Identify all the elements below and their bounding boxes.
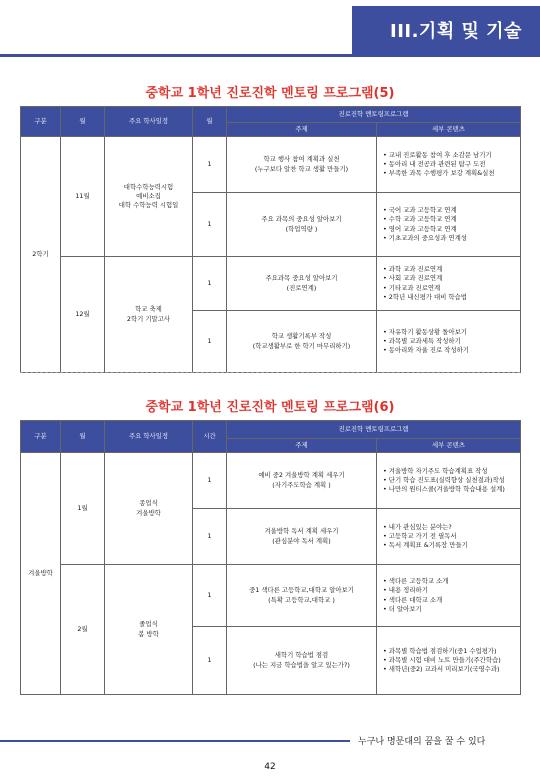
header-topic: 주제 xyxy=(227,123,377,137)
section-divider xyxy=(20,372,520,373)
topic-cell xyxy=(227,257,377,311)
topic-line: (학업역량 ) xyxy=(285,224,318,233)
topic-line: (자기주도학습 계획 ) xyxy=(272,480,331,489)
footer-rule xyxy=(0,740,350,742)
content-line: • 내가 관심있는 분야는? xyxy=(383,522,452,531)
week-cell: 1 xyxy=(193,137,227,193)
content-line: • 부족한 과목 수행평가 보강 계획&실천 xyxy=(383,169,495,178)
content-cell xyxy=(377,453,521,509)
content-line: • 동아리와 자율 진로 작성하기 xyxy=(383,346,469,355)
header-month: 월 xyxy=(61,107,105,137)
month-cell: 11월 xyxy=(61,137,105,257)
header-rule xyxy=(0,54,540,57)
week-cell: 1 xyxy=(193,257,227,311)
content-line: • 수학 교과 고등학교 연계 xyxy=(383,215,457,224)
content-line: • 영어 교과 고등학교 연계 xyxy=(383,224,457,233)
schedule-cell xyxy=(105,453,193,565)
schedule-line: 대학수학능력시험 xyxy=(123,182,174,191)
term-cell: 겨울방학 xyxy=(21,453,61,695)
schedule-cell xyxy=(105,137,193,257)
content-line: • 교내 진로활동 참여 후 소감문 남기기 xyxy=(383,150,492,159)
schedule-line: 봄 방학 xyxy=(138,629,159,638)
header-schedule: 주요 학사일정 xyxy=(105,421,193,453)
page-header xyxy=(0,0,540,62)
topic-line: 학교 생활기록부 작성 xyxy=(271,332,332,341)
week-cell: 1 xyxy=(193,311,227,373)
header-program: 진로진학 멘토링프로그램 xyxy=(227,421,521,439)
content-line: • 새학년(중2) 교과서 미리보기(국영수과) xyxy=(383,665,500,674)
header-week: 월 xyxy=(193,107,227,137)
topic-line: 새학기 학습법 점검 xyxy=(274,651,329,660)
topic-line: (진로연계) xyxy=(286,283,317,292)
topic-line: (관심분야 독서 계획) xyxy=(272,536,331,545)
header-topic: 주제 xyxy=(227,439,377,453)
week-cell: 1 xyxy=(193,627,227,695)
topic-line: 주요과목 중요성 알아보기 xyxy=(265,274,338,283)
content-line: • 과학 교과 진로연계 xyxy=(383,264,443,273)
schedule-cell xyxy=(105,257,193,373)
content-line: • 동아리 내 전공과 관련된 탐구 도전 xyxy=(383,159,486,168)
header-schedule: 주요 학사일정 xyxy=(105,107,193,137)
content-cell xyxy=(377,311,521,373)
content-line: • 독서 계획표 &기록장 만들기 xyxy=(383,541,468,550)
content-line: • 더 알아보기 xyxy=(383,604,422,613)
content-line: • 자유학기 활동상황 돌아보기 xyxy=(383,327,467,336)
schedule-cell xyxy=(105,565,193,695)
program5-title: 중학교 1학년 진로진학 멘토링 프로그램(5) xyxy=(145,86,395,101)
schedule-line: 2학기 기말고사 xyxy=(126,314,171,323)
content-line: • 기타교과 진로연계 xyxy=(383,283,441,292)
program6-table xyxy=(20,420,521,695)
topic-line: (누구보다 알찬 학교 생활 만들기) xyxy=(254,164,349,173)
header-content: 세부 콘텐츠 xyxy=(377,439,521,453)
schedule-line: 종업식 xyxy=(139,499,158,508)
week-cell: 1 xyxy=(193,509,227,565)
content-line: • 2학년 내신평가 대비 학습법 xyxy=(383,292,467,301)
term-cell: 2학기 xyxy=(21,137,61,373)
content-cell xyxy=(377,509,521,565)
content-cell xyxy=(377,565,521,627)
schedule-line: 대학 수학능력 시험일 xyxy=(118,201,179,210)
program5-table xyxy=(20,106,521,373)
content-cell xyxy=(377,137,521,193)
topic-cell xyxy=(227,453,377,509)
topic-line: 학교 행사 참여 계획과 실천 xyxy=(263,155,340,164)
topic-line: 예비 중2 겨울방학 계획 세우기 xyxy=(258,471,345,480)
schedule-line: 겨울방학 xyxy=(136,508,161,517)
topic-cell xyxy=(227,565,377,627)
schedule-line: 학교 축제 xyxy=(135,305,162,314)
week-cell: 1 xyxy=(193,453,227,509)
schedule-line: 졸업식 xyxy=(139,620,158,629)
content-line: • 색다른 고등학교 소개 xyxy=(383,576,449,585)
header-month: 월 xyxy=(61,421,105,453)
month-cell: 1월 xyxy=(61,453,105,565)
topic-cell xyxy=(227,193,377,257)
header-week: 시간 xyxy=(193,421,227,453)
header-content: 세부 콘텐츠 xyxy=(377,123,521,137)
content-line: • 과목별 학습법 점검하기(중1 수업평가) xyxy=(383,646,497,655)
topic-cell xyxy=(227,627,377,695)
schedule-line: 예비소집 xyxy=(136,191,161,200)
topic-line: (학교생활부로 한 학기 마무리하기) xyxy=(252,341,351,350)
section-banner xyxy=(352,6,540,54)
header-term: 구분 xyxy=(21,107,61,137)
content-line: • 색다른 대학교 소개 xyxy=(383,595,443,604)
topic-line: (특확 고등학교,대학교 ) xyxy=(268,595,335,604)
footer-slogan: 누구나 명문대의 꿈을 꿀 수 있다 xyxy=(358,737,486,747)
program6-title: 중학교 1학년 진로진학 멘토링 프로그램(6) xyxy=(145,400,395,415)
week-cell: 1 xyxy=(193,193,227,257)
content-line: • 고등학교 가기 전 필독서 xyxy=(383,531,457,540)
content-line: • 내용 정리하기 xyxy=(383,586,428,595)
content-line: • 겨울방학 자기주도 학습계획표 작성 xyxy=(383,466,488,475)
month-cell: 2월 xyxy=(61,565,105,695)
content-line: • 과목별 시험 대비 노트 만들기(주간학습) xyxy=(383,655,501,664)
content-line: • 나만의 원티스쿨(겨울방학 학습내용 설계) xyxy=(383,485,505,494)
topic-cell xyxy=(227,137,377,193)
header-program: 진로진학 멘토링프로그램 xyxy=(227,107,521,123)
topic-cell xyxy=(227,509,377,565)
content-line: • 과목별 교과세특 작성하기 xyxy=(383,336,461,345)
section-title: III.기획 및 기술 xyxy=(390,21,522,42)
week-cell: 1 xyxy=(193,565,227,627)
topic-cell xyxy=(227,311,377,373)
topic-line: 겨울방학 독서 계획 세우기 xyxy=(264,527,339,536)
content-line: • 단기 학습 진도표(실력향상 실천결과)작성 xyxy=(383,475,505,484)
topic-line: 주요 과목의 중요성 알아보기 xyxy=(261,215,342,224)
content-cell xyxy=(377,257,521,311)
page-number: 42 xyxy=(264,762,276,772)
topic-line: 중1 색다른 고등학교,대학교 알아보기 xyxy=(249,586,354,595)
content-line: • 기초교과의 중요성과 연계성 xyxy=(383,233,467,242)
header-term: 구분 xyxy=(21,421,61,453)
content-line: • 국어 교과 고등학교 연계 xyxy=(383,205,457,214)
content-line: • 사회 교과 진로연계 xyxy=(383,274,443,283)
content-cell xyxy=(377,627,521,695)
content-cell xyxy=(377,193,521,257)
month-cell: 12월 xyxy=(61,257,105,373)
topic-line: (나는 지금 학습법을 알고 있는가?) xyxy=(253,660,350,669)
